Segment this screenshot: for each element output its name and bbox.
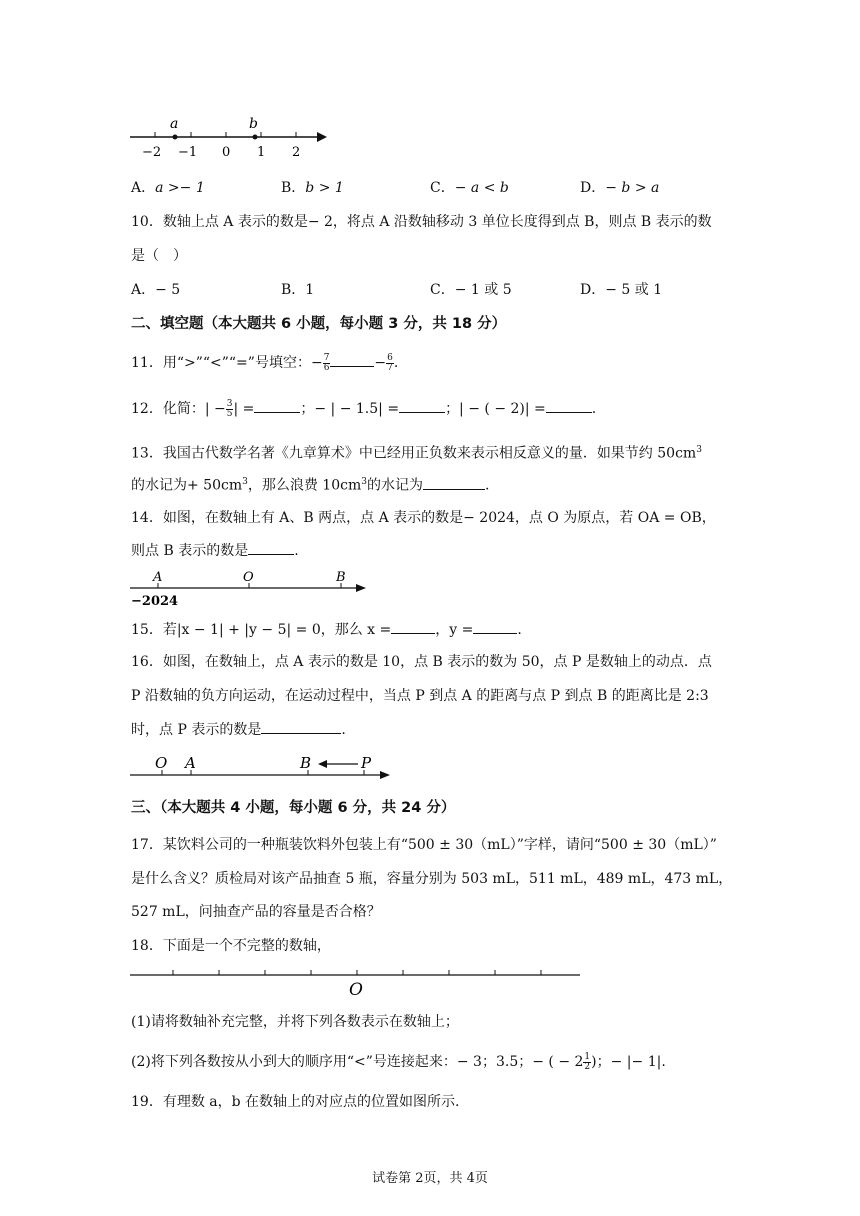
q10-option-d: D．− 5 或 1 <box>580 282 663 298</box>
q13-line2: 的水记为+ $50cm^3$，那么浪费 $10cm^3$的水记为 . <box>131 472 489 496</box>
point-A-label: A <box>185 754 196 772</box>
q16-line1: 16．如图，在数轴上，点 A 表示的数是 10，点 B 表示的数为 50，点 P 是数轴上的动点．点 <box>131 654 712 670</box>
point-O-label: O <box>155 754 168 772</box>
q10-line2: 是（ ） <box>131 248 187 264</box>
q17-line1: 17．某饮料公司的一种瓶装饮料外包装上有“500 ± 30（mL）”字样，请问“500 ± 30（mL）” <box>131 837 717 853</box>
q19: 19．有理数 a，b 在数轴上的对应点的位置如图所示. <box>131 1094 460 1110</box>
point-B-label: B <box>300 754 312 772</box>
q12-answer-blank-1[interactable] <box>254 398 300 413</box>
q10-option-a: A．− 5 <box>131 282 181 298</box>
q15-answer-blank-x[interactable] <box>391 619 435 634</box>
q13-answer-blank[interactable] <box>423 475 485 490</box>
value-label: −2024 <box>131 594 179 609</box>
q11: 11．用“>”“<”“=”号填空：− $\frac{7}{6}$ − $\frac{6}{7}$ . <box>131 352 399 373</box>
q17-line3: 527 mL，问抽查产品的容量是否合格？ <box>131 904 381 920</box>
q15: 15．若|x − 1| + |y − 5| = 0，那么 x = ，y = . <box>131 619 522 640</box>
q9-option-d: D．− b > a <box>580 180 660 196</box>
origin-label: O <box>349 980 363 1000</box>
tick-label: 2 <box>292 145 301 160</box>
number-line-q16 <box>128 748 398 784</box>
tick-label: −2 <box>142 145 162 160</box>
q16-line3: 时，点 P 表示的数是 . <box>131 719 346 740</box>
section-heading-3: 三、（本大题共 4 小题，每小题 6 分，共 24 分） <box>131 800 456 816</box>
tick-label: 1 <box>257 145 266 160</box>
q18-line1: 18．下面是一个不完整的数轴， <box>131 938 331 954</box>
q10-option-c: C．− 1 或 5 <box>430 282 512 298</box>
section-heading-2: 二、填空题（本大题共 6 小题，每小题 3 分，共 18 分） <box>131 316 507 332</box>
q12-answer-blank-3[interactable] <box>546 398 592 413</box>
point-B-label: B <box>336 570 346 585</box>
point-b-label: b <box>249 116 258 132</box>
tick-label: −1 <box>178 145 198 160</box>
point-P-label: P <box>361 754 372 772</box>
q10-option-b: B．1 <box>281 282 315 298</box>
number-line-q9 <box>125 112 335 162</box>
q12: 12．化简：| − $\frac{3}{5}$ | = ；− | − 1.5| = ；| − ( − 2)| = . <box>131 398 597 419</box>
q13-line1: 13．我国古代数学名著《九章算术》中已经用正负数来表示相反意义的量．如果节约 $50cm^3$ <box>131 445 702 462</box>
q14-line1: 14．如图，在数轴上有 A、B 两点，点 A 表示的数是− 2024，点 O 为原点，若 OA = OB， <box>131 510 716 526</box>
q16-line2: P 沿数轴的负方向运动，在运动过程中，当点 P 到点 A 的距离与点 P 到点 B 的距离比是 2:3 <box>131 688 709 704</box>
q14-answer-blank[interactable] <box>248 540 294 555</box>
tick-label: 0 <box>222 145 231 160</box>
q15-answer-blank-y[interactable] <box>473 619 517 634</box>
q11-answer-blank[interactable] <box>330 352 374 367</box>
point-O-label: O <box>243 570 254 585</box>
number-line-q14 <box>128 566 378 610</box>
q18-sub1: (1)请将数轴补充完整，并将下列各数表示在数轴上； <box>131 1014 459 1030</box>
q9-option-a: A．a >− 1 <box>131 180 205 196</box>
q18-sub2: (2)将下列各数按从小到大的顺序用“<”号连接起来：− 3；3.5；− ( − 2 $\frac{1}{2}$ )；− |− 1|. <box>131 1051 666 1072</box>
q17-line2: 是什么含义？质检局对该产品抽查 5 瓶，容量分别为 503 mL，511 mL，489 mL，473 mL， <box>131 871 733 887</box>
q16-answer-blank[interactable] <box>261 719 341 734</box>
point-a-label: a <box>170 116 179 132</box>
point-A-label: A <box>153 570 163 585</box>
incomplete-number-line-q18 <box>128 962 588 1000</box>
q9-option-b: B．b > 1 <box>281 180 344 196</box>
q9-option-c: C．− a < b <box>430 180 509 196</box>
q10-line1: 10．数轴上点 A 表示的数是− 2，将点 A 沿数轴移动 3 单位长度得到点 B，则点 B 表示的数 <box>131 214 712 230</box>
q12-answer-blank-2[interactable] <box>399 398 445 413</box>
q14-line2: 则点 B 表示的数是 . <box>131 540 299 561</box>
page-footer: 试卷第 2页，共 4页 <box>372 1171 488 1186</box>
